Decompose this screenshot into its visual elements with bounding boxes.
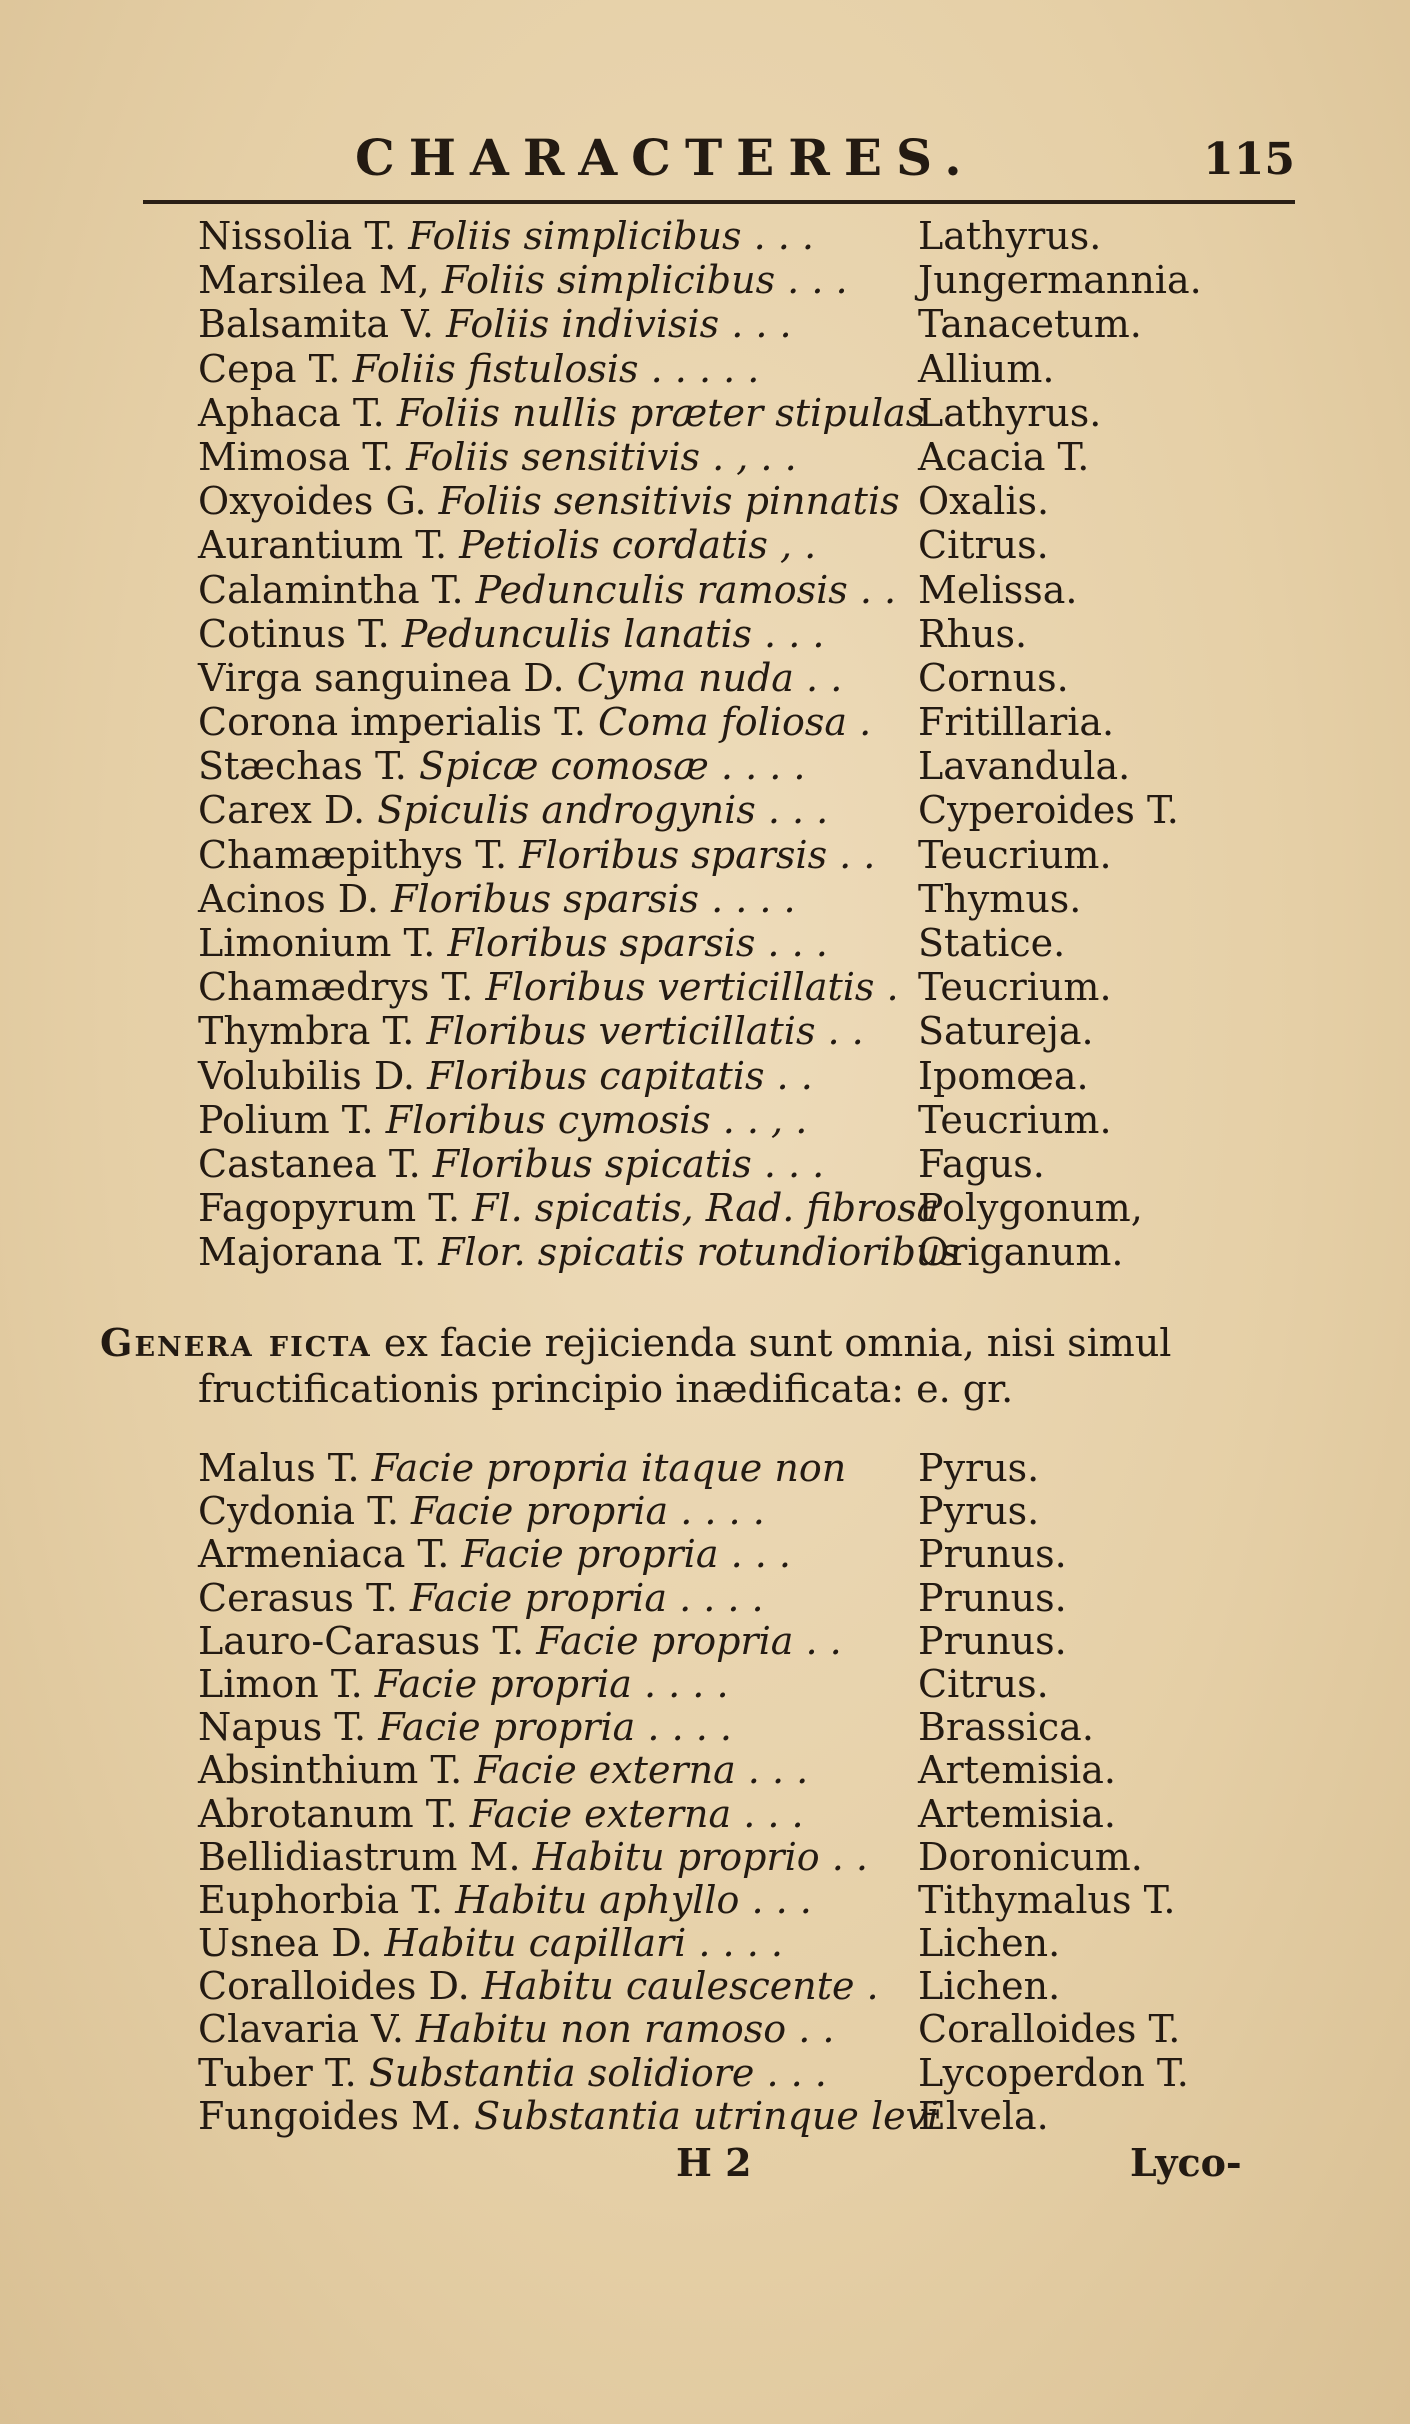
entries-list-a xyxy=(198,214,1318,1275)
entry-left xyxy=(198,2094,939,2138)
entry-row xyxy=(198,1662,1318,1705)
genus-name: Melissa. xyxy=(918,567,1078,612)
entry-left xyxy=(198,523,816,567)
character-text: Pedunculis ramosis . . xyxy=(475,567,897,612)
entry-row xyxy=(198,2051,1318,2094)
entry-left xyxy=(198,302,792,346)
page-footer xyxy=(0,2140,1410,2190)
entry-row xyxy=(198,1186,1318,1230)
character-text: Foliis sensitivis pinnatis xyxy=(438,479,900,524)
character-text: Facie propria . . . . xyxy=(378,1705,732,1750)
genus-name: Polygonum, xyxy=(918,1186,1143,1231)
entry-row xyxy=(198,302,1318,346)
genus-name: Teucrium. xyxy=(918,965,1112,1010)
character-text: Flor. spicatis rotundioribus xyxy=(438,1230,960,1275)
genus-name: Pyrus. xyxy=(918,1489,1040,1534)
entry-left xyxy=(198,656,842,700)
plant-name: Acinos D. xyxy=(198,876,380,921)
genus-name: Fritillaria. xyxy=(918,700,1115,745)
entry-left xyxy=(198,479,900,523)
plant-name: Fungoides M. xyxy=(198,2093,463,2138)
entry-left xyxy=(198,1964,879,2008)
genus-name: Thymus. xyxy=(918,876,1082,921)
character-text: Spiculis androgynis . . . xyxy=(377,788,829,833)
plant-name: Absinthium T. xyxy=(198,1748,463,1793)
plant-name: Corona imperialis T. xyxy=(198,700,586,745)
plant-name: Lauro-Carasus T. xyxy=(198,1618,525,1663)
entry-row xyxy=(198,921,1318,965)
plant-name: Marsilea M, xyxy=(198,258,430,303)
entry-left xyxy=(198,1098,807,1142)
genera-text: ex facie rejicienda sunt omnia, nisi simul xyxy=(383,1321,1172,1365)
entry-row xyxy=(198,1921,1318,1964)
character-text: Substantia utrinque levi xyxy=(474,2093,940,2138)
genus-name: Lathyrus. xyxy=(918,214,1102,258)
plant-name: Chamæpithys T. xyxy=(198,832,508,877)
entry-left xyxy=(198,258,848,302)
entry-left xyxy=(198,1576,764,1620)
entry-left xyxy=(198,435,797,479)
entry-left xyxy=(198,700,871,744)
entry-row xyxy=(198,435,1318,479)
entry-row xyxy=(198,391,1318,435)
entry-row xyxy=(198,877,1318,921)
entry-left xyxy=(198,1748,808,1792)
character-text: Floribus cymosis . . , . xyxy=(385,1097,808,1142)
entry-row xyxy=(198,1576,1318,1619)
character-text: Floribus verticillatis . . xyxy=(426,1009,864,1054)
plant-name: Cydonia T. xyxy=(198,1489,399,1534)
entry-row xyxy=(198,1054,1318,1098)
plant-name: Carex D. xyxy=(198,788,366,833)
plant-name: Fagopyrum T. xyxy=(198,1186,461,1231)
genera-line-1 xyxy=(100,1320,1300,1366)
genera-continuation: fructificationis principio inædificata: e. gr. xyxy=(198,1367,1014,1411)
genus-name: Citrus. xyxy=(918,523,1049,568)
entry-row xyxy=(198,1098,1318,1142)
character-text: Habitu caulescente . xyxy=(481,1964,879,2009)
plant-name: Volubilis D. xyxy=(198,1053,416,1098)
entry-row xyxy=(198,1748,1318,1791)
entry-row xyxy=(198,1532,1318,1575)
genera-label: Genera ficta xyxy=(100,1320,372,1365)
entry-left xyxy=(198,1921,783,1965)
entry-row xyxy=(198,700,1318,744)
character-text: Substantia solidiore . . . xyxy=(368,2050,827,2095)
genus-name: Jungermannia. xyxy=(918,258,1202,303)
genus-name: Fagus. xyxy=(918,1141,1045,1186)
genus-name: Teucrium. xyxy=(918,832,1112,877)
entry-left xyxy=(198,1705,732,1749)
genus-name: Cornus. xyxy=(918,655,1069,700)
genus-name: Satureja. xyxy=(918,1009,1094,1054)
entry-left xyxy=(198,1186,939,1230)
character-text: Floribus sparsis . . xyxy=(519,832,876,877)
plant-name: Abrotanum T. xyxy=(198,1791,458,1836)
character-text: Facie propria . . . . xyxy=(374,1661,729,1706)
genus-name: Lycoperdon T. xyxy=(918,2050,1189,2095)
plant-name: Chamædrys T. xyxy=(198,965,474,1010)
genus-name: Lichen. xyxy=(918,1921,1061,1966)
genus-name: Brassica. xyxy=(918,1705,1094,1750)
plant-name: Cerasus T. xyxy=(198,1575,398,1620)
plant-name: Cotinus T. xyxy=(198,611,390,656)
genus-name: Lathyrus. xyxy=(918,390,1102,435)
entries-list-b xyxy=(198,1446,1318,2137)
character-text: Habitu aphyllo . . . xyxy=(455,1877,812,1922)
character-text: Habitu proprio . . xyxy=(532,1834,868,1879)
character-text: Facie externa . . . xyxy=(469,1791,804,1836)
character-text: Facie propria . . . xyxy=(461,1532,791,1577)
genus-name: Lavandula. xyxy=(918,744,1131,789)
entry-row xyxy=(198,1705,1318,1748)
genus-name: Artemisia. xyxy=(918,1791,1116,1836)
plant-name: Calamintha T. xyxy=(198,567,464,612)
character-text: Floribus spicatis . . . xyxy=(432,1141,825,1186)
genus-name: Prunus. xyxy=(918,1618,1067,1663)
character-text: Habitu non ramoso . . xyxy=(416,2007,835,2052)
genus-name: Lichen. xyxy=(918,1964,1061,2009)
genus-name: Citrus. xyxy=(918,1661,1049,1706)
plant-name: Thymbra T. xyxy=(198,1009,415,1054)
plant-name: Limonium T. xyxy=(198,921,436,965)
character-text: Petiolis cordatis , . xyxy=(459,523,817,568)
entry-left xyxy=(198,965,899,1009)
plant-name: Stæchas T. xyxy=(198,744,407,789)
entry-left xyxy=(198,1532,791,1576)
genus-name: Elvela. xyxy=(918,2093,1049,2138)
entry-row xyxy=(198,347,1318,391)
entry-row xyxy=(198,612,1318,656)
header-rule xyxy=(143,200,1295,204)
genus-name: Statice. xyxy=(918,921,1066,965)
character-text: Facie propria . . . . xyxy=(409,1575,764,1620)
entry-left xyxy=(198,1662,729,1706)
plant-name: Majorana T. xyxy=(198,1230,427,1275)
entry-row xyxy=(198,1009,1318,1053)
plant-name: Malus T. xyxy=(198,1446,360,1490)
genus-name: Teucrium. xyxy=(918,1097,1112,1142)
character-text: Floribus verticillatis . xyxy=(485,965,899,1010)
entry-row xyxy=(198,2094,1318,2137)
character-text: Foliis indivisis . . . xyxy=(446,302,792,347)
plant-name: Aphaca T. xyxy=(198,390,385,435)
entry-row xyxy=(198,1964,1318,2007)
character-text: Foliis fistulosis . . . . . xyxy=(352,346,760,391)
entry-left xyxy=(198,347,759,391)
entry-left xyxy=(198,391,925,435)
genus-name: Ipomœa. xyxy=(918,1053,1089,1098)
entry-row xyxy=(198,788,1318,832)
genus-name: Pyrus. xyxy=(918,1446,1040,1490)
entry-left xyxy=(198,1009,864,1053)
entry-row xyxy=(198,1446,1318,1489)
plant-name: Polium T. xyxy=(198,1097,374,1142)
genus-name: Tithymalus T. xyxy=(918,1877,1176,1922)
genus-name: Acacia T. xyxy=(918,434,1090,479)
genus-name: Cyperoides T. xyxy=(918,788,1179,833)
plant-name: Balsamita V. xyxy=(198,302,434,347)
entry-row xyxy=(198,568,1318,612)
signature-mark: H 2 xyxy=(676,2140,752,2185)
entry-left xyxy=(198,612,824,656)
plant-name: Bellidiastrum M. xyxy=(198,1834,521,1879)
plant-name: Napus T. xyxy=(198,1705,367,1750)
genus-name: Tanacetum. xyxy=(918,302,1142,347)
entry-row xyxy=(198,1489,1318,1532)
entry-left xyxy=(198,568,896,612)
character-text: Pedunculis lanatis . . . xyxy=(401,611,825,656)
character-text: Floribus sparsis . . . xyxy=(447,921,828,965)
genus-name: Origanum. xyxy=(918,1230,1124,1275)
character-text: Foliis nullis præter stipulas xyxy=(396,390,926,435)
plant-name: Cepa T. xyxy=(198,346,341,391)
entry-left xyxy=(198,1878,812,1922)
entry-row xyxy=(198,1792,1318,1835)
character-text: Foliis sensitivis . , . . xyxy=(406,434,797,479)
entry-left xyxy=(198,833,875,877)
genus-name: Prunus. xyxy=(918,1575,1067,1620)
genus-name: Oxalis. xyxy=(918,479,1050,524)
character-text: Coma foliosa . xyxy=(598,700,872,745)
entry-row xyxy=(198,1878,1318,1921)
character-text: Facie propria . . . . xyxy=(411,1489,765,1534)
plant-name: Coralloides D. xyxy=(198,1964,470,2009)
catchword: Lyco- xyxy=(1130,2140,1242,2185)
plant-name: Oxyoides G. xyxy=(198,479,427,524)
entry-row xyxy=(198,2007,1318,2050)
entry-left xyxy=(198,2051,827,2095)
plant-name: Euphorbia T. xyxy=(198,1877,444,1922)
character-text: Facie externa . . . xyxy=(474,1748,809,1793)
entry-left xyxy=(198,877,796,921)
plant-name: Tuber T. xyxy=(198,2050,357,2095)
entry-row xyxy=(198,833,1318,877)
entry-row xyxy=(198,1230,1318,1274)
genus-name: Rhus. xyxy=(918,611,1028,656)
character-text: Cyma nuda . . xyxy=(576,655,843,700)
plant-name: Clavaria V. xyxy=(198,2007,404,2052)
entry-left xyxy=(198,744,805,788)
character-text: Facie propria itaque non xyxy=(371,1446,847,1490)
entry-row xyxy=(198,744,1318,788)
genus-name: Doronicum. xyxy=(918,1834,1143,1879)
plant-name: Mimosa T. xyxy=(198,434,395,479)
entry-row xyxy=(198,214,1318,258)
entry-row xyxy=(198,479,1318,523)
entry-row xyxy=(198,258,1318,302)
running-title: CHARACTERES. xyxy=(355,128,976,187)
entry-left xyxy=(198,214,814,258)
character-text: Foliis simplicibus . . . xyxy=(408,214,815,258)
character-text: Fl. spicatis, Rad. fibrosa xyxy=(472,1186,940,1231)
genus-name: Allium. xyxy=(918,346,1055,391)
character-text: Facie propria . . xyxy=(536,1618,842,1663)
running-head xyxy=(355,128,1295,198)
entry-left xyxy=(198,1142,824,1186)
entry-row xyxy=(198,1619,1318,1662)
genus-name: Artemisia. xyxy=(918,1748,1116,1793)
character-text: Floribus sparsis . . . . xyxy=(391,876,796,921)
entry-left xyxy=(198,1619,842,1663)
entry-row xyxy=(198,965,1318,1009)
entry-left xyxy=(198,921,828,965)
genus-name: Prunus. xyxy=(918,1532,1067,1577)
character-text: Habitu capillari . . . . xyxy=(384,1921,783,1966)
plant-name: Usnea D. xyxy=(198,1921,373,1966)
character-text: Spicæ comosæ . . . . xyxy=(418,744,806,789)
entry-row xyxy=(198,656,1318,700)
plant-name: Nissolia T. xyxy=(198,214,397,258)
plant-name: Limon T. xyxy=(198,1661,363,1706)
character-text: Floribus capitatis . . xyxy=(427,1053,813,1098)
entry-left xyxy=(198,1835,868,1879)
page-number: 115 xyxy=(1203,134,1295,185)
entry-row xyxy=(198,523,1318,567)
plant-name: Aurantium T. xyxy=(198,523,448,568)
entry-row xyxy=(198,1142,1318,1186)
character-text: Foliis simplicibus . . . xyxy=(441,258,848,303)
entry-left xyxy=(198,1054,813,1098)
entry-left xyxy=(198,1446,846,1490)
entry-left xyxy=(198,2007,834,2051)
plant-name: Virga sanguinea D. xyxy=(198,655,565,700)
entry-left xyxy=(198,1792,804,1836)
entry-left xyxy=(198,1489,765,1533)
plant-name: Castanea T. xyxy=(198,1141,421,1186)
entry-left xyxy=(198,1230,960,1274)
plant-name: Armeniaca T. xyxy=(198,1532,450,1577)
genus-name: Coralloides T. xyxy=(918,2007,1181,2052)
entry-left xyxy=(198,788,828,832)
genera-ficta-paragraph xyxy=(100,1320,1300,1412)
entry-row xyxy=(198,1835,1318,1878)
